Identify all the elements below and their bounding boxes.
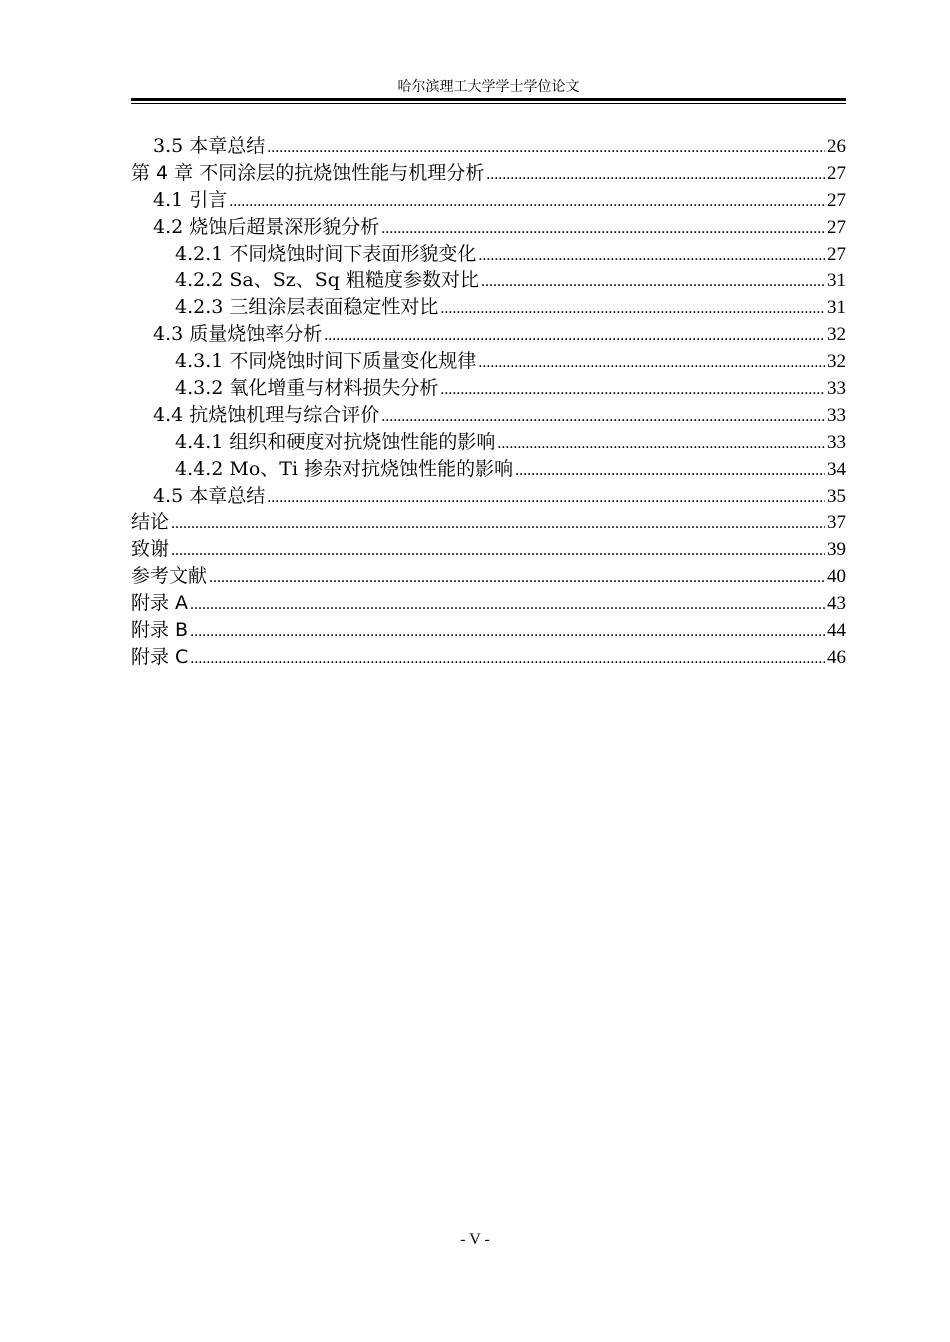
toc-entry-title: 4.4.1 组织和硬度对抗烧蚀性能的影响 (175, 430, 496, 453)
toc-entry-page: 32 (827, 351, 846, 373)
toc-entry[interactable] (131, 267, 846, 294)
toc-entry[interactable] (131, 187, 846, 214)
toc-dot-leader (324, 323, 825, 349)
toc-entry-page: 33 (827, 404, 846, 426)
toc-dot-leader (171, 538, 825, 564)
toc-dot-leader (209, 565, 825, 591)
toc-entry-title: 4.3 质量烧蚀率分析 (153, 323, 323, 346)
toc-entry-title: 4.2.2 Sa、Sz、Sq 粗糙度参数对比 (175, 269, 479, 292)
toc-entry-page: 32 (827, 324, 846, 346)
toc-entry-title: 附录 B (131, 619, 189, 642)
toc-entry[interactable] (131, 160, 846, 187)
toc-entry[interactable] (131, 644, 846, 671)
header-rule-thick (131, 98, 846, 101)
toc-entry-title: 4.1 引言 (153, 188, 228, 211)
toc-entry[interactable] (131, 241, 846, 268)
toc-entry-page: 33 (827, 378, 846, 400)
toc-entry-page: 31 (827, 270, 846, 292)
toc-entry-title: 4.4.2 Mo、Ti 掺杂对抗烧蚀性能的影响 (175, 457, 514, 480)
toc-entry[interactable] (131, 590, 846, 617)
toc-entry-title: 4.4 抗烧蚀机理与综合评价 (153, 403, 380, 426)
toc-dot-leader (267, 135, 825, 161)
toc-entry[interactable] (131, 456, 846, 483)
toc-entry-title: 4.5 本章总结 (153, 484, 266, 507)
toc-entry-title: 致谢 (131, 538, 170, 561)
header-rule-thin (131, 103, 846, 104)
toc-dot-leader (267, 485, 825, 511)
toc-dot-leader (381, 216, 825, 242)
toc-dot-leader (478, 243, 825, 269)
running-header: 哈尔滨理工大学学士学位论文 (397, 79, 580, 95)
toc-entry-title: 第 4 章 不同涂层的抗烧蚀性能与机理分析 (131, 161, 485, 184)
toc-entry-page: 37 (827, 512, 846, 534)
toc-entry-page: 35 (827, 485, 846, 507)
toc-entry-page: 27 (827, 162, 846, 184)
toc-dot-leader (171, 511, 825, 537)
toc-entry-page: 33 (827, 431, 846, 453)
toc-entry[interactable] (131, 133, 846, 160)
toc-entry-page: 27 (827, 189, 846, 211)
toc-entry-title: 参考文献 (131, 565, 208, 588)
toc-dot-leader (229, 189, 825, 215)
toc-entry[interactable] (131, 563, 846, 590)
toc-dot-leader (497, 431, 825, 457)
toc-entry-page: 43 (827, 593, 846, 615)
toc-entry-page: 40 (827, 566, 846, 588)
toc-entry[interactable] (131, 483, 846, 510)
toc-dot-leader (515, 458, 825, 484)
toc-entry[interactable] (131, 429, 846, 456)
toc-entry[interactable] (131, 348, 846, 375)
toc-entry[interactable] (131, 214, 846, 241)
toc-dot-leader (486, 162, 825, 188)
toc-entry[interactable] (131, 321, 846, 348)
toc-dot-leader (190, 646, 825, 672)
toc-entry-page: 44 (827, 620, 846, 642)
toc-entry-page: 46 (827, 646, 846, 668)
toc-entry[interactable] (131, 617, 846, 644)
toc-entry[interactable] (131, 294, 846, 321)
toc-entry-title: 3.5 本章总结 (153, 135, 266, 157)
toc-dot-leader (440, 377, 825, 403)
toc-dot-leader (190, 592, 825, 618)
toc-entry-title: 4.3.1 不同烧蚀时间下质量变化规律 (175, 350, 477, 373)
toc-entry[interactable] (131, 509, 846, 536)
toc-entry-page: 34 (827, 458, 846, 480)
toc-entry-page: 39 (827, 539, 846, 561)
toc-entry[interactable] (131, 536, 846, 563)
toc-entry-page: 31 (827, 297, 846, 319)
toc-entry[interactable] (131, 402, 846, 429)
toc-entry-page: 27 (827, 243, 846, 265)
toc-entry-page: 26 (827, 136, 846, 157)
toc-dot-leader (190, 619, 825, 645)
page-number: - V - (460, 1231, 490, 1248)
toc-entry-title: 4.3.2 氧化增重与材料损失分析 (175, 377, 439, 400)
toc-dot-leader (440, 296, 825, 322)
toc-dot-leader (478, 350, 825, 376)
toc-entry-title: 附录 A (131, 592, 189, 615)
toc-entry[interactable] (131, 375, 846, 402)
toc-entry-page: 27 (827, 216, 846, 238)
toc-dot-leader (481, 269, 825, 295)
toc-entry-title: 4.2.3 三组涂层表面稳定性对比 (175, 296, 439, 319)
table-of-contents (131, 133, 846, 671)
toc-dot-leader (381, 404, 825, 430)
toc-entry-title: 结论 (131, 511, 170, 534)
toc-entry-title: 4.2.1 不同烧蚀时间下表面形貌变化 (175, 242, 477, 265)
toc-entry-title: 附录 C (131, 645, 189, 668)
toc-entry-title: 4.2 烧蚀后超景深形貌分析 (153, 215, 380, 238)
